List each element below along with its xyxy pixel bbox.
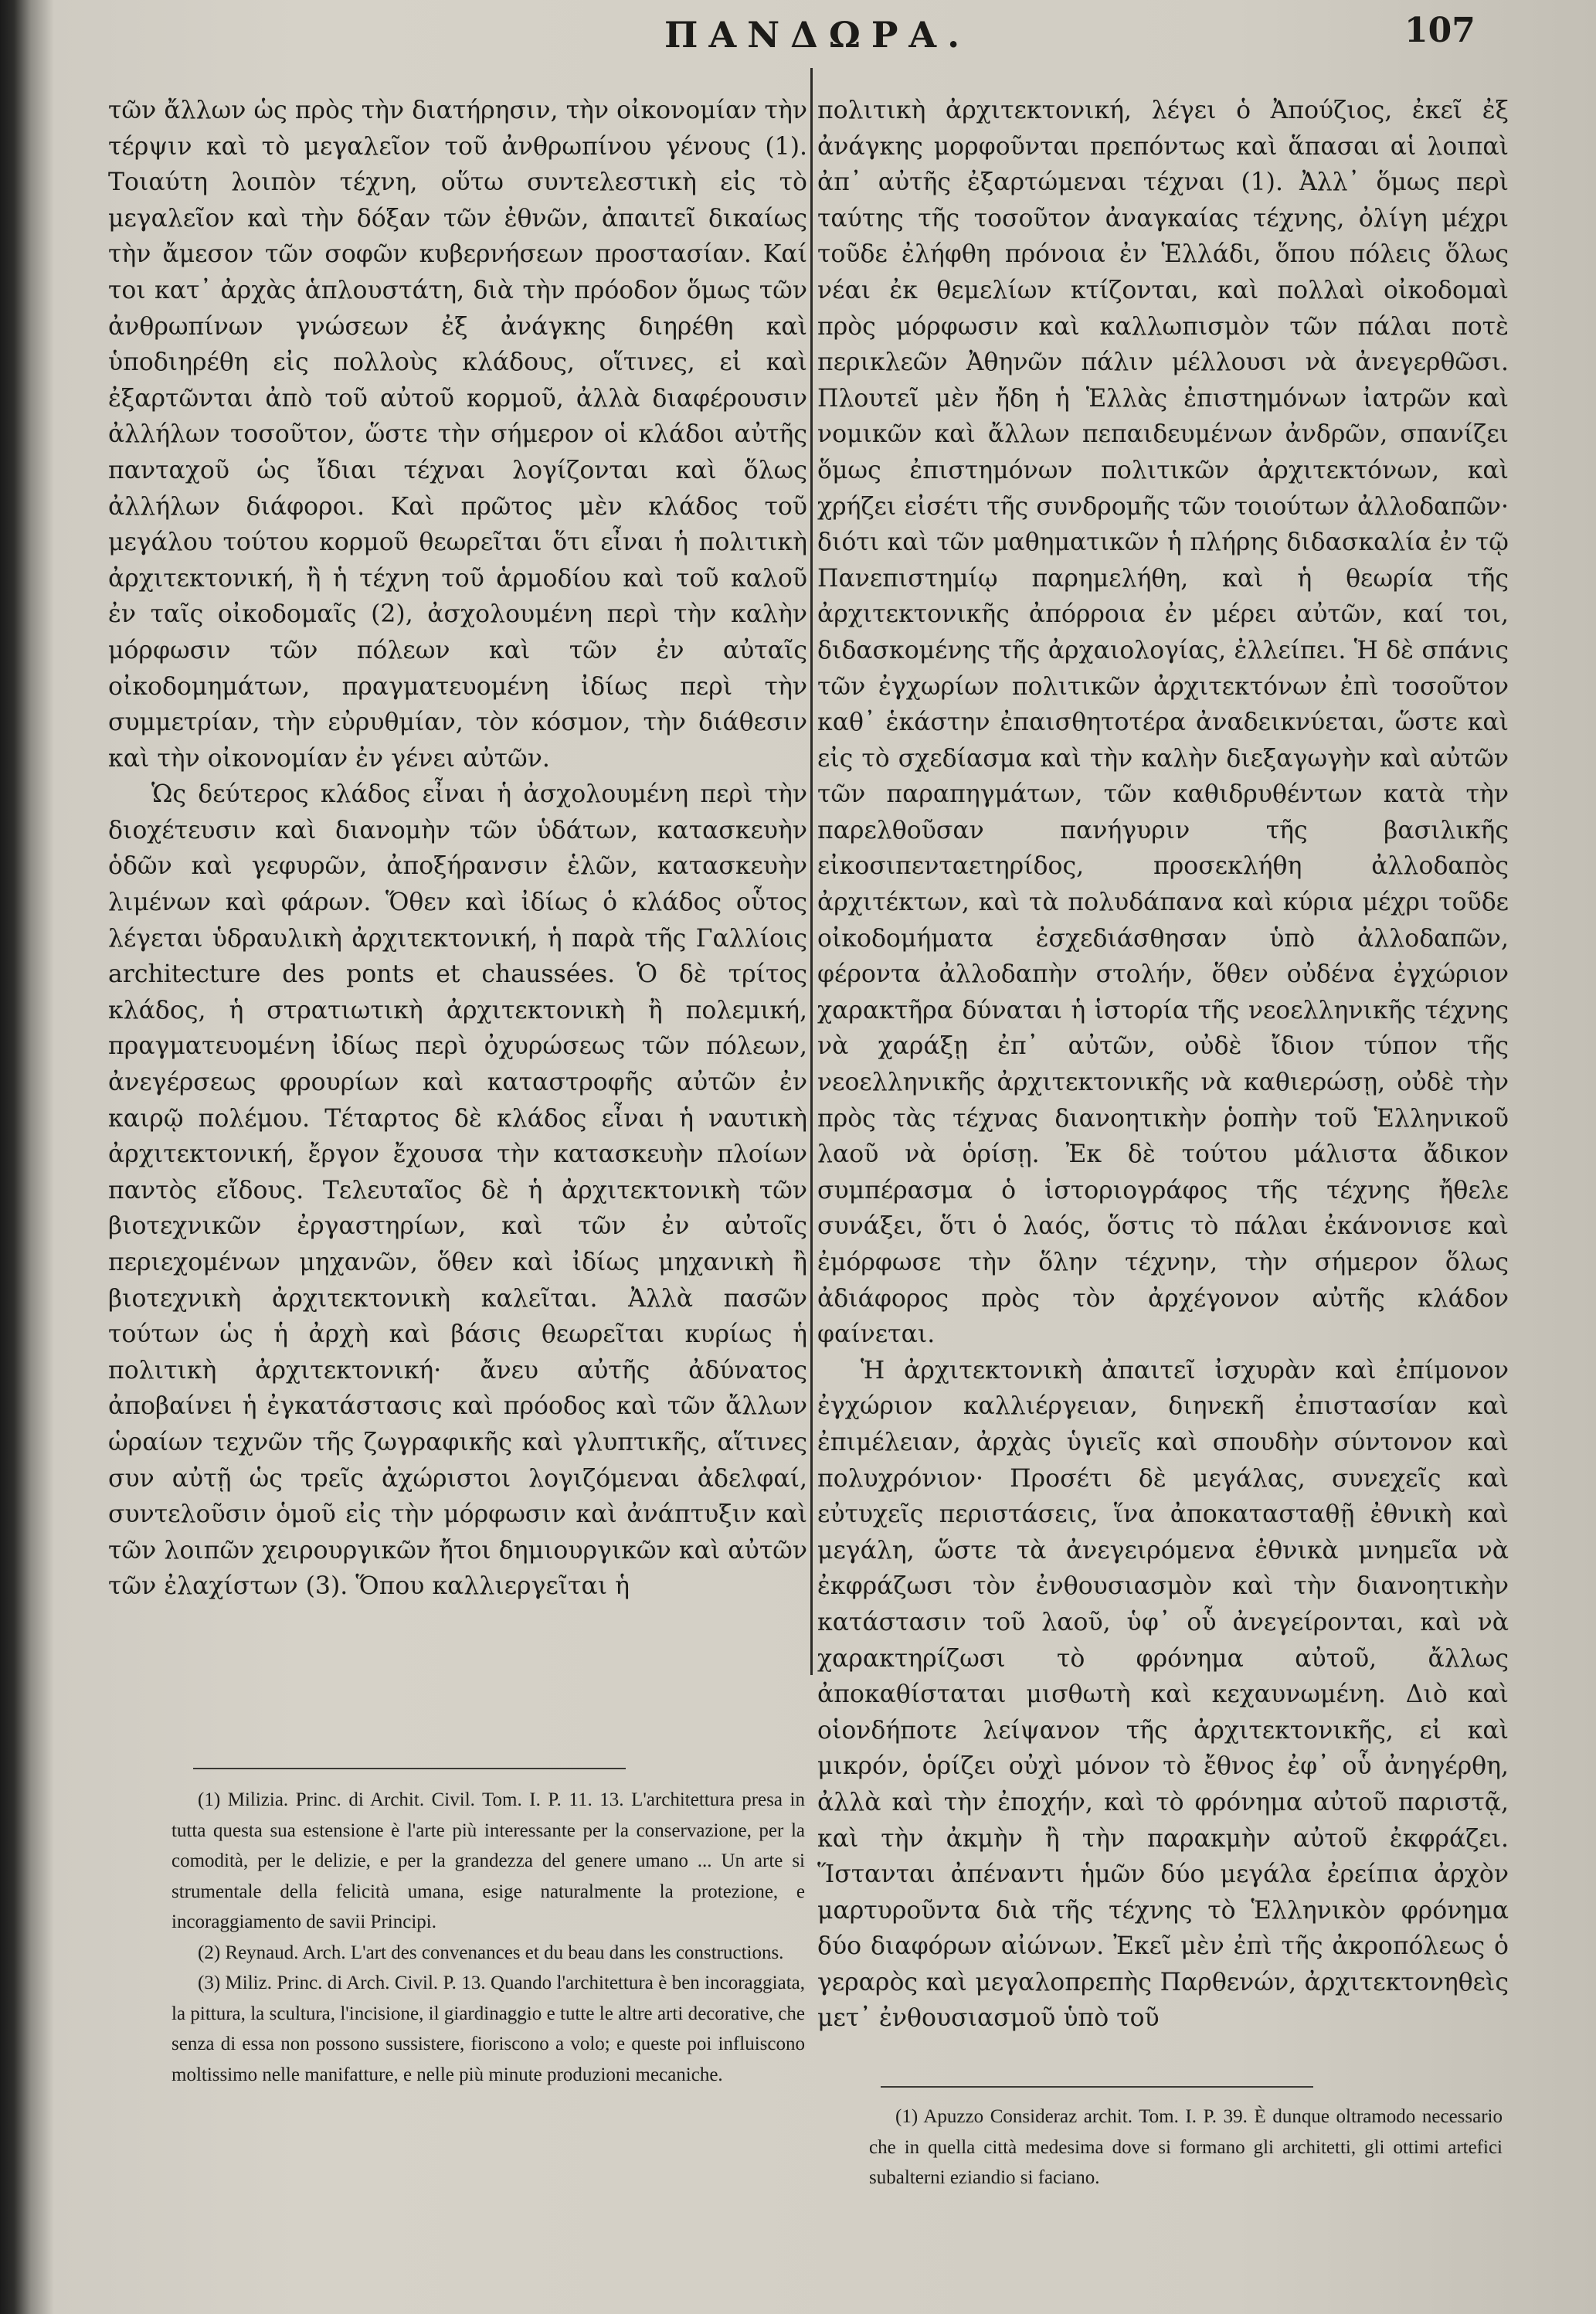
footnote: (3) Miliz. Princ. di Arch. Civil. P. 13. Quando l'architettura è ben incoraggiata, la pittura, la scultura, l'incisione, il giardinaggio e tutte le altre arti decorative, che senza di essa non possono sussistere, fioriscono a volo; e queste poi influiscono moltissimo nelle manifatture, e nelle più minute produzioni mecaniche. — [171, 1973, 805, 2085]
footnote: (1) Apuzzo Consideraz archit. Tom. I. P. 39. È dunque oltramodo necessario che in quella città medesima dove si formano gli architetti, gli ottimi artefici subalterni eziandio si faciano. — [869, 2106, 1503, 2188]
footnotes-right — [869, 2102, 1503, 2193]
running-head — [0, 11, 1596, 60]
footnote: (1) Milizia. Princ. di Archit. Civil. Tom. I. P. 11. 13. L'architettura presa in tutta questa sua estensione è l'arte più interessante per la conservazione, per la comodità, per le delizie, e per la grandezza del genere umano ... Un arte si strumentale della felicità umana, esige naturalmente la protezione, e incoraggiamento de savii Principi. — [171, 1789, 805, 1932]
page-number: 107 — [1404, 11, 1475, 50]
right-column — [817, 93, 1509, 2037]
footnote-separator — [193, 1768, 626, 1769]
paragraph: πολιτικὴ ἀρχιτεκτονική, λέγει ὁ Ἀπούζιος, ἐκεῖ ἐξ ἀνάγκης μορφοῦνται πρεπόντως καὶ ἅπασαι αἱ λοιπαὶ ἀπ᾽ αὐτῆς ἐξαρτώμεναι τέχναι (1). Ἀλλ᾽ ὅμως περὶ ταύτης τῆς τοσοῦτον ἀναγκαίας τέχνης, ὀλίγη μέχρι τοῦδε ἐλήφθη πρόνοια ἐν Ἑλλάδι, ὅπου πόλεις ὅλως νέαι ἐκ θεμελίων κτίζονται, καὶ πολλαὶ οἰκοδομαὶ πρὸς μόρφωσιν καὶ καλλωπισμὸν τῶν πάλαι ποτὲ περικλεῶν Ἀθηνῶν πάλιν μέλλουσι νὰ ἀνεγερθῶσι. Πλουτεῖ μὲν ἤδη ἡ Ἑλλὰς ἐπιστημόνων ἰατρῶν καὶ νομικῶν καὶ ἄλλων πεπαιδευμένων ἀνδρῶν, σπανίζει ὅμως ἐπιστημόνων πολιτικῶν ἀρχιτεκτόνων, καὶ χρήζει εἰσέτι τῆς συνδρομῆς τῶν τοιούτων ἀλλοδαπῶν· διότι καὶ τῶν μαθηματικῶν ἡ πλήρης διδασκαλία ἐν τῷ Πανεπιστημίῳ παρημελήθη, καὶ ἡ θεωρία τῆς ἀρχιτεκτονικῆς ἀπόρροια ἐν μέρει αὐτῶν, καί τοι, διδασκομένης τῆς ἀρχαιολογίας, ἐλλείπει. Ἡ δὲ σπάνις τῶν ἐγχωρίων πολιτικῶν ἀρχιτεκτόνων ἐπὶ τοσοῦτον καθ᾽ ἑκάστην ἐπαισθητοτέρα ἀναδεικνύεται, ὥστε καὶ εἰς τὸ σχεδίασμα καὶ τὴν καλὴν διεξαγωγὴν καὶ αὐτῶν τῶν παραπηγμάτων, τῶν καθιδρυθέντων κατὰ τὴν παρελθοῦσαν πανήγυριν τῆς βασιλικῆς εἰκοσιπενταετηρίδος, προσεκλήθη ἀλλοδαπὸς ἀρχιτέκτων, καὶ τὰ πολυδάπανα καὶ κύρια μέχρι τοῦδε οἰκοδομήματα ἐσχεδιάσθησαν ὑπὸ ἀλλοδαπῶν, φέροντα ἀλλοδαπὴν στολήν, ὅθεν οὐδένα ἐγχώριον χαρακτῆρα δύναται ἡ ἱστορία τῆς νεοελληνικῆς τέχνης νὰ χαράξῃ ἐπ᾽ αὐτῶν, οὐδὲ ἴδιον τύπον τῆς νεοελληνικῆς ἀρχιτεκτονικῆς νὰ καθιερώσῃ, οὐδὲ τὴν πρὸς τὰς τέχνας διανοητικὴν ῥοπὴν τοῦ Ἑλληνικοῦ λαοῦ νὰ ὁρίσῃ. Ἐκ δὲ τούτου μάλιστα ἄδικον συμπέρασμα ὁ ἱστοριογράφος τῆς τέχνης ἤθελε συνάξει, ὅτι ὁ λαός, ὅστις τὸ πάλαι ἐκάνονισε καὶ ἐμόρφωσε τὴν ὅλην τέχνην, τὴν σήμερον ὅλως ἀδιάφορος πρὸς τὸν ἀρχέγονον αὐτῆς κλάδον φαίνεται. — [817, 97, 1509, 1349]
left-column — [108, 93, 807, 1605]
footnotes-left — [171, 1785, 805, 2090]
footnote-separator — [881, 2086, 1313, 2088]
paragraph: Ἡ ἀρχιτεκτονικὴ ἀπαιτεῖ ἰσχυρὰν καὶ ἐπίμονον ἐγχώριον καλλιέργειαν, διηνεκῆ ἐπιστασίαν καὶ ἐπιμέλειαν, ἀρχὰς ὑγιεῖς καὶ σπουδὴν σύντονον καὶ πολυχρόνιον· Προσέτι δὲ μεγάλας, συνεχεῖς καὶ εὐτυχεῖς περιστάσεις, ἵνα ἀποκατασταθῇ ἐθνικὴ καὶ μεγάλη, ὥστε τὰ ἀνεγειρόμενα ἐθνικὰ μνημεῖα νὰ ἐκφράζωσι τὸν ἐνθουσιασμὸν καὶ τὴν διανοητικὴν κατάστασιν τοῦ λαοῦ, ὑφ᾽ οὗ ἀνεγείρονται, καὶ νὰ χαρακτηρίζωσι τὸ φρόνημα αὐτοῦ, ἄλλως ἀποκαθίσταται μισθωτὴ καὶ κεχαυνωμένη. Διὸ καὶ οἱονδήποτε λείψανον τῆς ἀρχιτεκτονικῆς, εἰ καὶ μικρόν, ὁρίζει οὐχὶ μόνον τὸ ἔθνος ἐφ᾽ οὗ ἀνηγέρθη, ἀλλὰ καὶ τὴν ἐποχήν, καὶ τὸ φρόνημα αὐτοῦ παριστᾷ, καὶ τὴν ἀκμὴν ἢ τὴν παρακμὴν αὐτοῦ ἐκφράζει. Ἵστανται ἀπέναντι ἡμῶν δύο μεγάλα ἐρείπια ἀρχὸν μαρτυροῦντα διὰ τῆς τέχνης τὸ Ἑλληνικὸν φρόνημα δύο διαφόρων αἰώνων. Ἐκεῖ μὲν ἐπὶ τῆς ἀκροπόλεως ὁ γεραρὸς καὶ μεγαλοπρεπὴς Παρθενών, ἀρχιτεκτονηθεὶς μετ᾽ ἐνθουσιασμοῦ ὑπὸ τοῦ — [817, 1356, 1509, 2033]
footnote: (2) Reynaud. Arch. L'art des convenances et du beau dans les constructions. — [198, 1942, 784, 1963]
journal-title: ΠΑΝΔΩΡΑ. — [664, 14, 971, 56]
column-divider — [810, 68, 813, 1675]
paragraph: τῶν ἄλλων ὡς πρὸς τὴν διατήρησιν, τὴν οἰκονομίαν τὴν τέρψιν καὶ τὸ μεγαλεῖον τοῦ ἀνθρωπίνου γένους (1). Τοιαύτη λοιπὸν τέχνη, οὕτω συντελεστικὴ εἰς τὸ μεγαλεῖον καὶ τὴν δόξαν τῶν ἐθνῶν, ἀπαιτεῖ δικαίως τὴν ἄμεσον τῶν σοφῶν κυβερνήσεων προστασίαν. Καί τοι κατ᾽ ἀρχὰς ἁπλουστάτη, διὰ τὴν πρόοδον ὅμως τῶν ἀνθρωπίνων γνώσεων ἐξ ἀνάγκης διηρέθη καὶ ὑποδιηρέθη εἰς πολλοὺς κλάδους, οἵτινες, εἰ καὶ ἐξαρτῶνται ἀπὸ τοῦ αὐτοῦ κορμοῦ, ἀλλὰ διαφέρουσιν ἀλλήλων τοσοῦτον, ὥστε τὴν σήμερον οἱ κλάδοι αὐτῆς πανταχοῦ ὡς ἴδιαι τέχναι λογίζονται καὶ ὅλως ἀλλήλων διάφοροι. Καὶ πρῶτος μὲν κλάδος τοῦ μεγάλου τούτου κορμοῦ θεωρεῖται ὅτι εἶναι ἡ πολιτικὴ ἀρχιτεκτονική, ἢ ἡ τέχνη τοῦ ἁρμοδίου καὶ τοῦ καλοῦ ἐν ταῖς οἰκοδομαῖς (2), ἀσχολουμένη περὶ τὴν καλὴν μόρφωσιν τῶν πόλεων καὶ τῶν ἐν αὐταῖς οἰκοδομημάτων, πραγματευομένη ἰδίως περὶ τὴν συμμετρίαν, τὴν εὐρυθμίαν, τὸν κόσμον, τὴν διάθεσιν καὶ τὴν οἰκονομίαν ἐν γένει αὐτῶν. — [108, 97, 807, 773]
paragraph: Ὡς δεύτερος κλάδος εἶναι ἡ ἀσχολουμένη περὶ τὴν διοχέτευσιν καὶ διανομὴν τῶν ὑδάτων, κατασκευὴν ὁδῶν καὶ γεφυρῶν, ἀποξήρανσιν ἑλῶν, κατασκευὴν λιμένων καὶ φάρων. Ὅθεν καὶ ἰδίως ὁ κλάδος οὗτος λέγεται ὑδραυλικὴ ἀρχιτεκτονική, ἡ παρὰ τῆς Γαλλίοις architecture des ponts et chaussées. Ὁ δὲ τρίτος κλάδος, ἡ στρατιωτικὴ ἀρχιτεκτονικὴ ἢ πολεμική, πραγματευομένη ἰδίως περὶ ὀχυρώσεως τῶν πόλεων, ἀνεγέρσεως φρουρίων καὶ καταστροφῆς αὐτῶν ἐν καιρῷ πολέμου. Τέταρτος δὲ κλάδος εἶναι ἡ ναυτικὴ ἀρχιτεκτονική, ἔργον ἔχουσα τὴν κατασκευὴν πλοίων παντὸς εἴδους. Τελευταῖος δὲ ἡ ἀρχιτεκτονικὴ τῶν βιοτεχνικῶν ἐργαστηρίων, καὶ τῶν ἐν αὐτοῖς περιεχομένων μηχανῶν, ὅθεν καὶ ἰδίως μηχανικὴ ἢ βιοτεχνικὴ ἀρχιτεκτονικὴ καλεῖται. Ἀλλὰ πασῶν τούτων ὡς ἡ ἀρχὴ καὶ βάσις θεωρεῖται κυρίως ἡ πολιτικὴ ἀρχιτεκτονική· ἄνευ αὐτῆς ἀδύνατος ἀποβαίνει ἡ ἐγκατάστασις καὶ πρόοδος καὶ τῶν ἄλλων ὡραίων τεχνῶν τῆς ζωγραφικῆς καὶ γλυπτικῆς, αἵτινες συν αὐτῇ ὡς τρεῖς ἀχώριστοι λογιζόμεναι ἀδελφαί, συντελοῦσιν ὁμοῦ εἰς τὴν μόρφωσιν καὶ ἀνάπτυξιν καὶ τῶν λοιπῶν χειρουργικῶν ἤτοι δημιουργικῶν καὶ αὐτῶν τῶν ἐλαχίστων (3). Ὅπου καλλιεργεῖται ἡ — [108, 780, 807, 1601]
